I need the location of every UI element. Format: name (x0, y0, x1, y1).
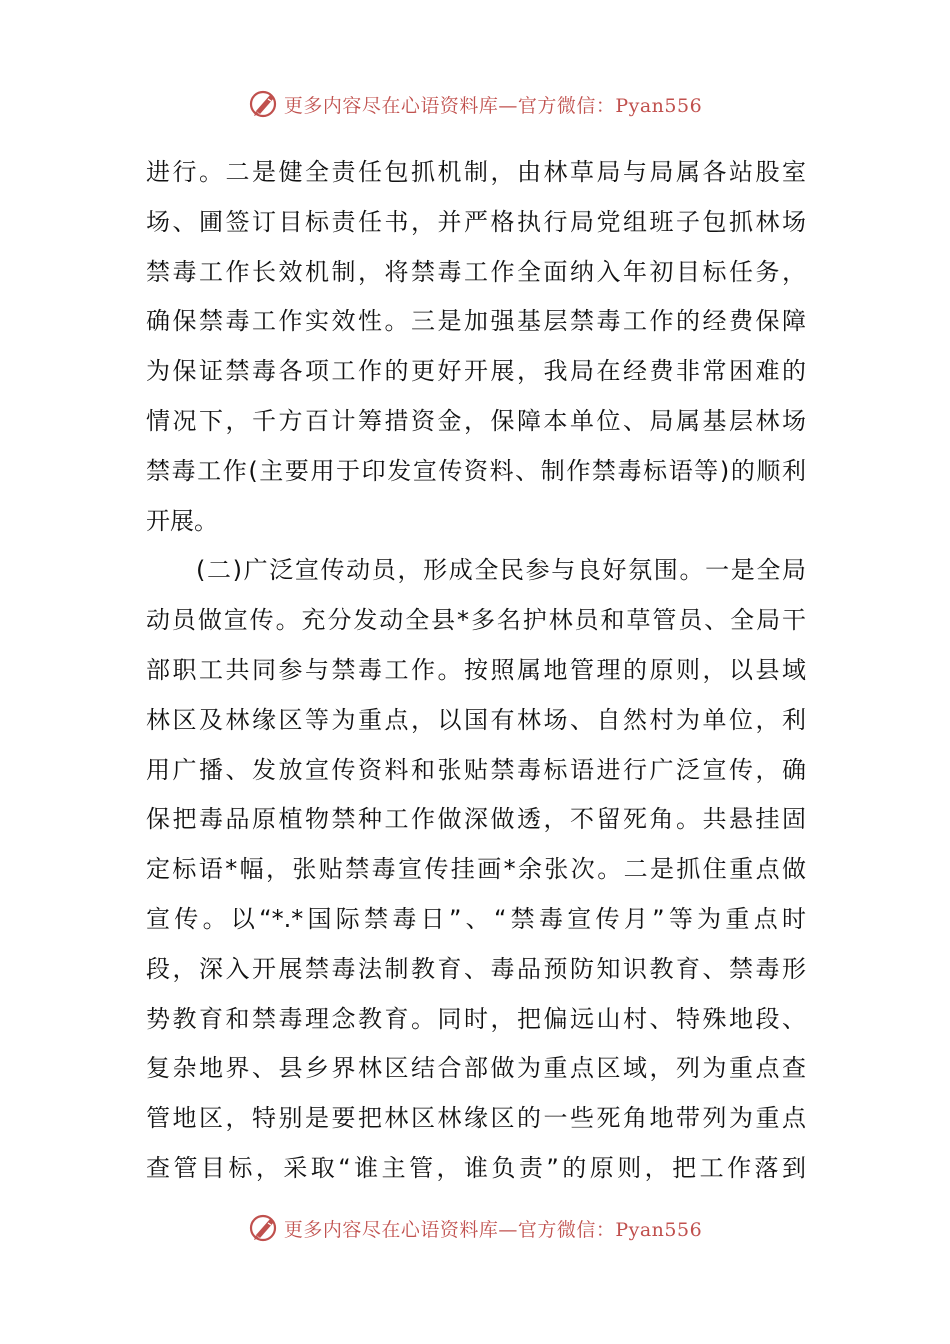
text-line: 查管目标，采取“谁主管，谁负责”的原则，把工作落到 (146, 1153, 806, 1182)
text-line: 确保禁毒工作实效性。三是加强基层禁毒工作的经费保障 (146, 307, 806, 336)
paragraph-start-line: (二)广泛宣传动员，形成全民参与良好氛围。一是全局 (196, 556, 806, 585)
text-line: 禁毒工作长效机制，将禁毒工作全面纳入年初目标任务， (146, 257, 806, 286)
text-line: 部职工共同参与禁毒工作。按照属地管理的原则，以县域 (146, 655, 806, 684)
text-line: 用广播、发放宣传资料和张贴禁毒标语进行广泛宣传，确 (146, 755, 806, 784)
text-line: 进行。二是健全责任包抓机制，由林草局与局属各站股室 (146, 158, 806, 186)
text-line: 禁毒工作(主要用于印发宣传资料、制作禁毒标语等)的顺利 (146, 456, 806, 485)
text-line: 管地区，特别是要把林区林缘区的一些死角地带列为重点 (146, 1104, 806, 1133)
text-line: 定标语*幅，张贴禁毒宣传挂画*余张次。二是抓住重点做 (146, 855, 806, 884)
document-body (146, 148, 806, 1194)
footer-banner (0, 1208, 950, 1248)
text-line: 宣传。以“*.*国际禁毒日”、“禁毒宣传月”等为重点时 (146, 904, 806, 933)
text-line: 势教育和禁毒理念教育。同时，把偏远山村、特殊地段、 (146, 1004, 806, 1033)
banner-text: 更多内容尽在心语资料库—官方微信：Pyan556 (283, 94, 703, 117)
text-line: 复杂地界、县乡界林区结合部做为重点区域，列为重点查 (146, 1054, 806, 1083)
pen-nib-logo-icon (248, 87, 282, 121)
banner-text: 更多内容尽在心语资料库—官方微信：Pyan556 (283, 1218, 703, 1241)
header-banner (0, 84, 950, 124)
pen-nib-logo-icon (248, 1211, 282, 1245)
text-line: 为保证禁毒各项工作的更好开展，我局在经费非常困难的 (146, 357, 806, 386)
text-line: 动员做宣传。充分发动全县*多名护林员和草管员、全局干 (146, 606, 806, 635)
text-line: 场、圃签订目标责任书，并严格执行局党组班子包抓林场 (146, 207, 806, 236)
text-line: 情况下，千方百计筹措资金，保障本单位、局属基层林场 (146, 406, 806, 435)
text-line: 开展。 (146, 506, 218, 535)
text-line: 段，深入开展禁毒法制教育、毒品预防知识教育、禁毒形 (146, 954, 806, 983)
text-line: 保把毒品原植物禁种工作做深做透，不留死角。共悬挂固 (146, 805, 806, 834)
text-line: 林区及林缘区等为重点，以国有林场、自然村为单位，利 (146, 705, 806, 734)
